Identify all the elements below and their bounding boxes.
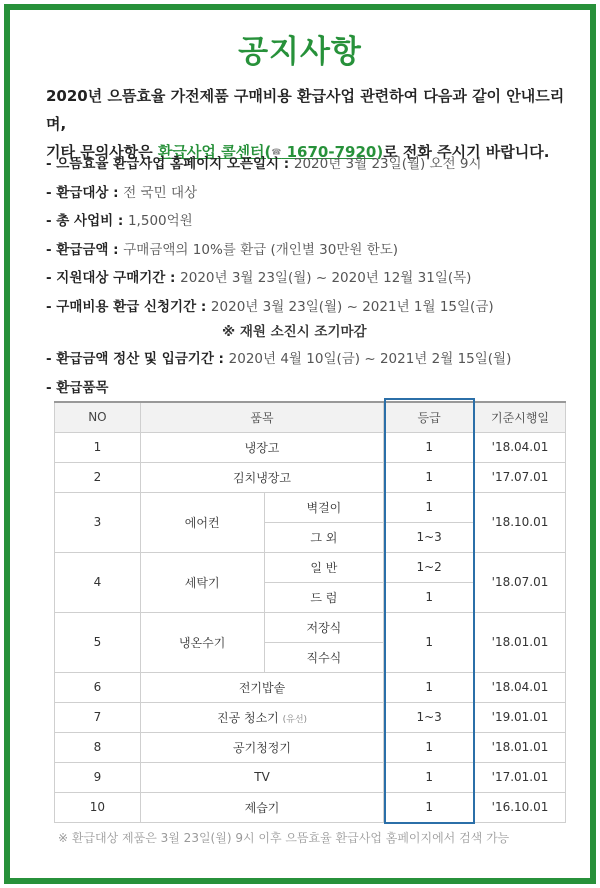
- header-no: NO: [55, 402, 141, 432]
- table-row: 2 김치냉장고 1 '17.07.01: [55, 462, 566, 492]
- header-date: 기준시행일: [475, 402, 566, 432]
- intro-line-1: 2020년 으뜸효율 가전제품 구매비용 환급사업 관련하여 다음과 같이 안내드리며,: [46, 87, 565, 133]
- table-row: 8 공기청정기 1 '18.01.01: [55, 732, 566, 762]
- table-row: 10 제습기 1 '16.10.01: [55, 792, 566, 822]
- info-item: - 총 사업비 : 1,500억원: [46, 213, 193, 229]
- header-grade: 등급: [384, 402, 475, 432]
- refund-items-table: [54, 401, 566, 823]
- table-row: 5 냉온수기 저장식 1 '18.01.01: [55, 612, 566, 642]
- table-row: 직수식: [55, 642, 566, 672]
- info-item: - 지원대상 구매기간 : 2020년 3월 23일(월) ~ 2020년 12월 31일(목): [46, 270, 472, 286]
- early-close-note: ※ 재원 소진시 조기마감: [222, 324, 367, 340]
- table-row: 1 냉장고 1 '18.04.01: [55, 432, 566, 462]
- table-row: 6 전기밥솥 1 '18.04.01: [55, 672, 566, 702]
- notice-frame: [4, 4, 596, 884]
- intro-line-2: 기타 문의사항은 환급사업 콜센터(☎ 1670-7920)로 전화 주시기 바랍니다.: [46, 143, 550, 161]
- info-item: - 환급대상 : 전 국민 대상: [46, 184, 198, 201]
- info-list: [46, 147, 586, 402]
- refund-items-table-wrap: [54, 401, 566, 823]
- table-row: 9 TV 1 '17.01.01: [55, 762, 566, 792]
- table-row: 그 외 1~3: [55, 522, 566, 552]
- info-item: - 환급품목: [46, 379, 109, 396]
- table-row: 3 에어컨 벽걸이 1 '18.10.01: [55, 492, 566, 522]
- table-row: 7 진공 청소기 (유선) 1~3 '19.01.01: [55, 702, 566, 732]
- phone-icon: ☎: [271, 147, 282, 157]
- info-item: - 구매비용 환급 신청기간 : 2020년 3월 23일(월) ~ 2021년 1월 15일(금): [46, 298, 494, 315]
- table-header-row: [55, 402, 566, 432]
- footnote: ※ 환급대상 제품은 3월 23일(월) 9시 이후 으뜸효율 환급사업 홈페이지에서 검색 가능: [58, 831, 510, 845]
- header-item: 품목: [140, 402, 383, 432]
- info-item: - 으뜸효율 환급사업 홈페이지 오픈일시 : 2020년 3월 23일(월) 오전 9시: [46, 156, 482, 172]
- info-item: - 환급금액 : 구매금액의 10%를 환급 (개인별 30만원 한도): [46, 241, 399, 258]
- page-title: 공지사항: [238, 34, 362, 70]
- callcenter-link[interactable]: 환급사업 콜센터(☎ 1670-7920): [157, 143, 384, 161]
- table-row: 4 세탁기 일 반 1~2 '18.07.01: [55, 552, 566, 582]
- info-item: - 환급금액 정산 및 입금기간 : 2020년 4월 10일(금) ~ 2021년 2월 15일(월): [46, 351, 512, 367]
- table-row: 드 럼 1: [55, 582, 566, 612]
